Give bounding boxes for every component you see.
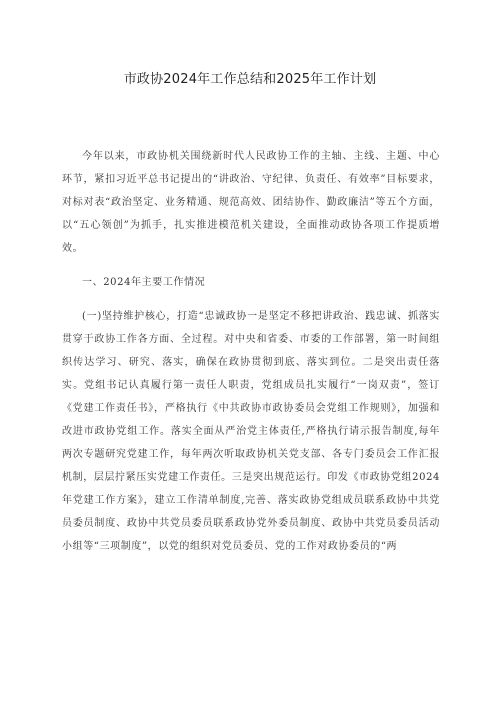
document-title: 市政协2024年工作总结和2025年工作计划 [123,72,377,87]
section-1-paragraph: (一)坚持维护核心，打造“忠诚政协一是坚定不移把讲政治、践忠诚、抓落实贯穿于政协工作各方面、全过程。对中央和省委、市委的工作部署，第一时间组织传达学习、研究、落实，确保在政协贯彻到底、落实到位。二是突出责任落实。党组书记认真履行第一责任人职责，党组成员扎实履行“一岗双责”，签订《党建工作责任书》，严格执行《中共政协市政协委员会党组工作规则》，加强和改进市政协党组工作。落实全面从严治党主体责任,严格执行请示报告制度,每年两次专题研究党建工作，每年两次听取政协机关党支部、各专门委员会工作汇报机制，层层拧紧压实党建工作责任。三是突出规范运行。印发《市政协党组2024年党建工作方案》，建立工作清单制度,完善、落实政协党组成员联系政协中共党员委员制度、政协中共党员委员联系政协党外委员制度、政协中共党员委员活动小组等“三项制度”，以党的组织对党员委员、党的工作对政协委员的“两 [62,311,440,552]
section-heading-1: 一、2024年主要工作情况 [82,277,206,288]
document-body [62,145,440,558]
intro-paragraph: 今年以来，市政协机关围绕新时代人民政协工作的主轴、主线、主题、中心环节，紧扣习近平总书记提出的“讲政治、守纪律、负责任、有效率”目标要求，对标对表“政治坚定、业务精通、规范高效、团结协作、勤政廉洁”等五个方面，以“五心领创”为抓手，扎实推进模范机关建设，全面推动政协各项工作提质增效。 [62,151,440,254]
